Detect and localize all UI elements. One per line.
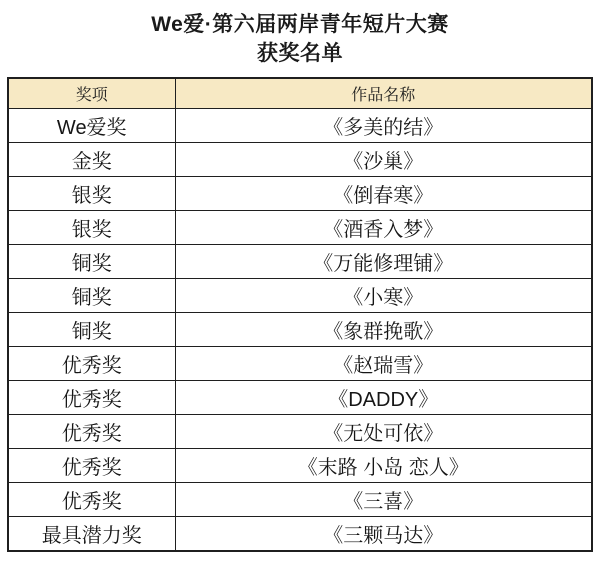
work-cell: 《小寒》 [175, 279, 592, 313]
award-cell: 优秀奖 [8, 381, 175, 415]
award-cell: 铜奖 [8, 313, 175, 347]
award-cell: 最具潜力奖 [8, 517, 175, 552]
award-cell: 银奖 [8, 177, 175, 211]
award-cell: 银奖 [8, 211, 175, 245]
work-cell: 《象群挽歌》 [175, 313, 592, 347]
column-header-work: 作品名称 [175, 78, 592, 109]
table-row [8, 245, 592, 279]
table-row [8, 483, 592, 517]
work-cell: 《沙巢》 [175, 143, 592, 177]
page-title-line2: 获奖名单 [257, 42, 343, 65]
table-row [8, 143, 592, 177]
award-cell: 优秀奖 [8, 415, 175, 449]
award-cell: 铜奖 [8, 279, 175, 313]
award-cell: 金奖 [8, 143, 175, 177]
award-cell: 优秀奖 [8, 483, 175, 517]
work-cell: 《多美的结》 [175, 109, 592, 143]
table-row [8, 109, 592, 143]
work-cell: 《三喜》 [175, 483, 592, 517]
work-cell: 《赵瑞雪》 [175, 347, 592, 381]
work-cell: 《DADDY》 [175, 381, 592, 415]
award-cell: We爱奖 [8, 109, 175, 143]
award-cell: 优秀奖 [8, 347, 175, 381]
award-cell: 优秀奖 [8, 449, 175, 483]
table-row [8, 347, 592, 381]
awards-table [7, 77, 593, 552]
table-row [8, 381, 592, 415]
page-title-line1: We爱·第六届两岸青年短片大赛 [151, 13, 449, 36]
award-cell: 铜奖 [8, 245, 175, 279]
table-row [8, 211, 592, 245]
table-header-row [8, 78, 592, 109]
table-row [8, 279, 592, 313]
work-cell: 《倒春寒》 [175, 177, 592, 211]
page-title [0, 0, 600, 68]
work-cell: 《末路 小岛 恋人》 [175, 449, 592, 483]
table-row [8, 517, 592, 552]
work-cell: 《无处可依》 [175, 415, 592, 449]
table-row [8, 449, 592, 483]
table-row [8, 177, 592, 211]
work-cell: 《万能修理铺》 [175, 245, 592, 279]
work-cell: 《酒香入梦》 [175, 211, 592, 245]
work-cell: 《三颗马达》 [175, 517, 592, 552]
table-row [8, 415, 592, 449]
column-header-award: 奖项 [8, 78, 175, 109]
table-row [8, 313, 592, 347]
